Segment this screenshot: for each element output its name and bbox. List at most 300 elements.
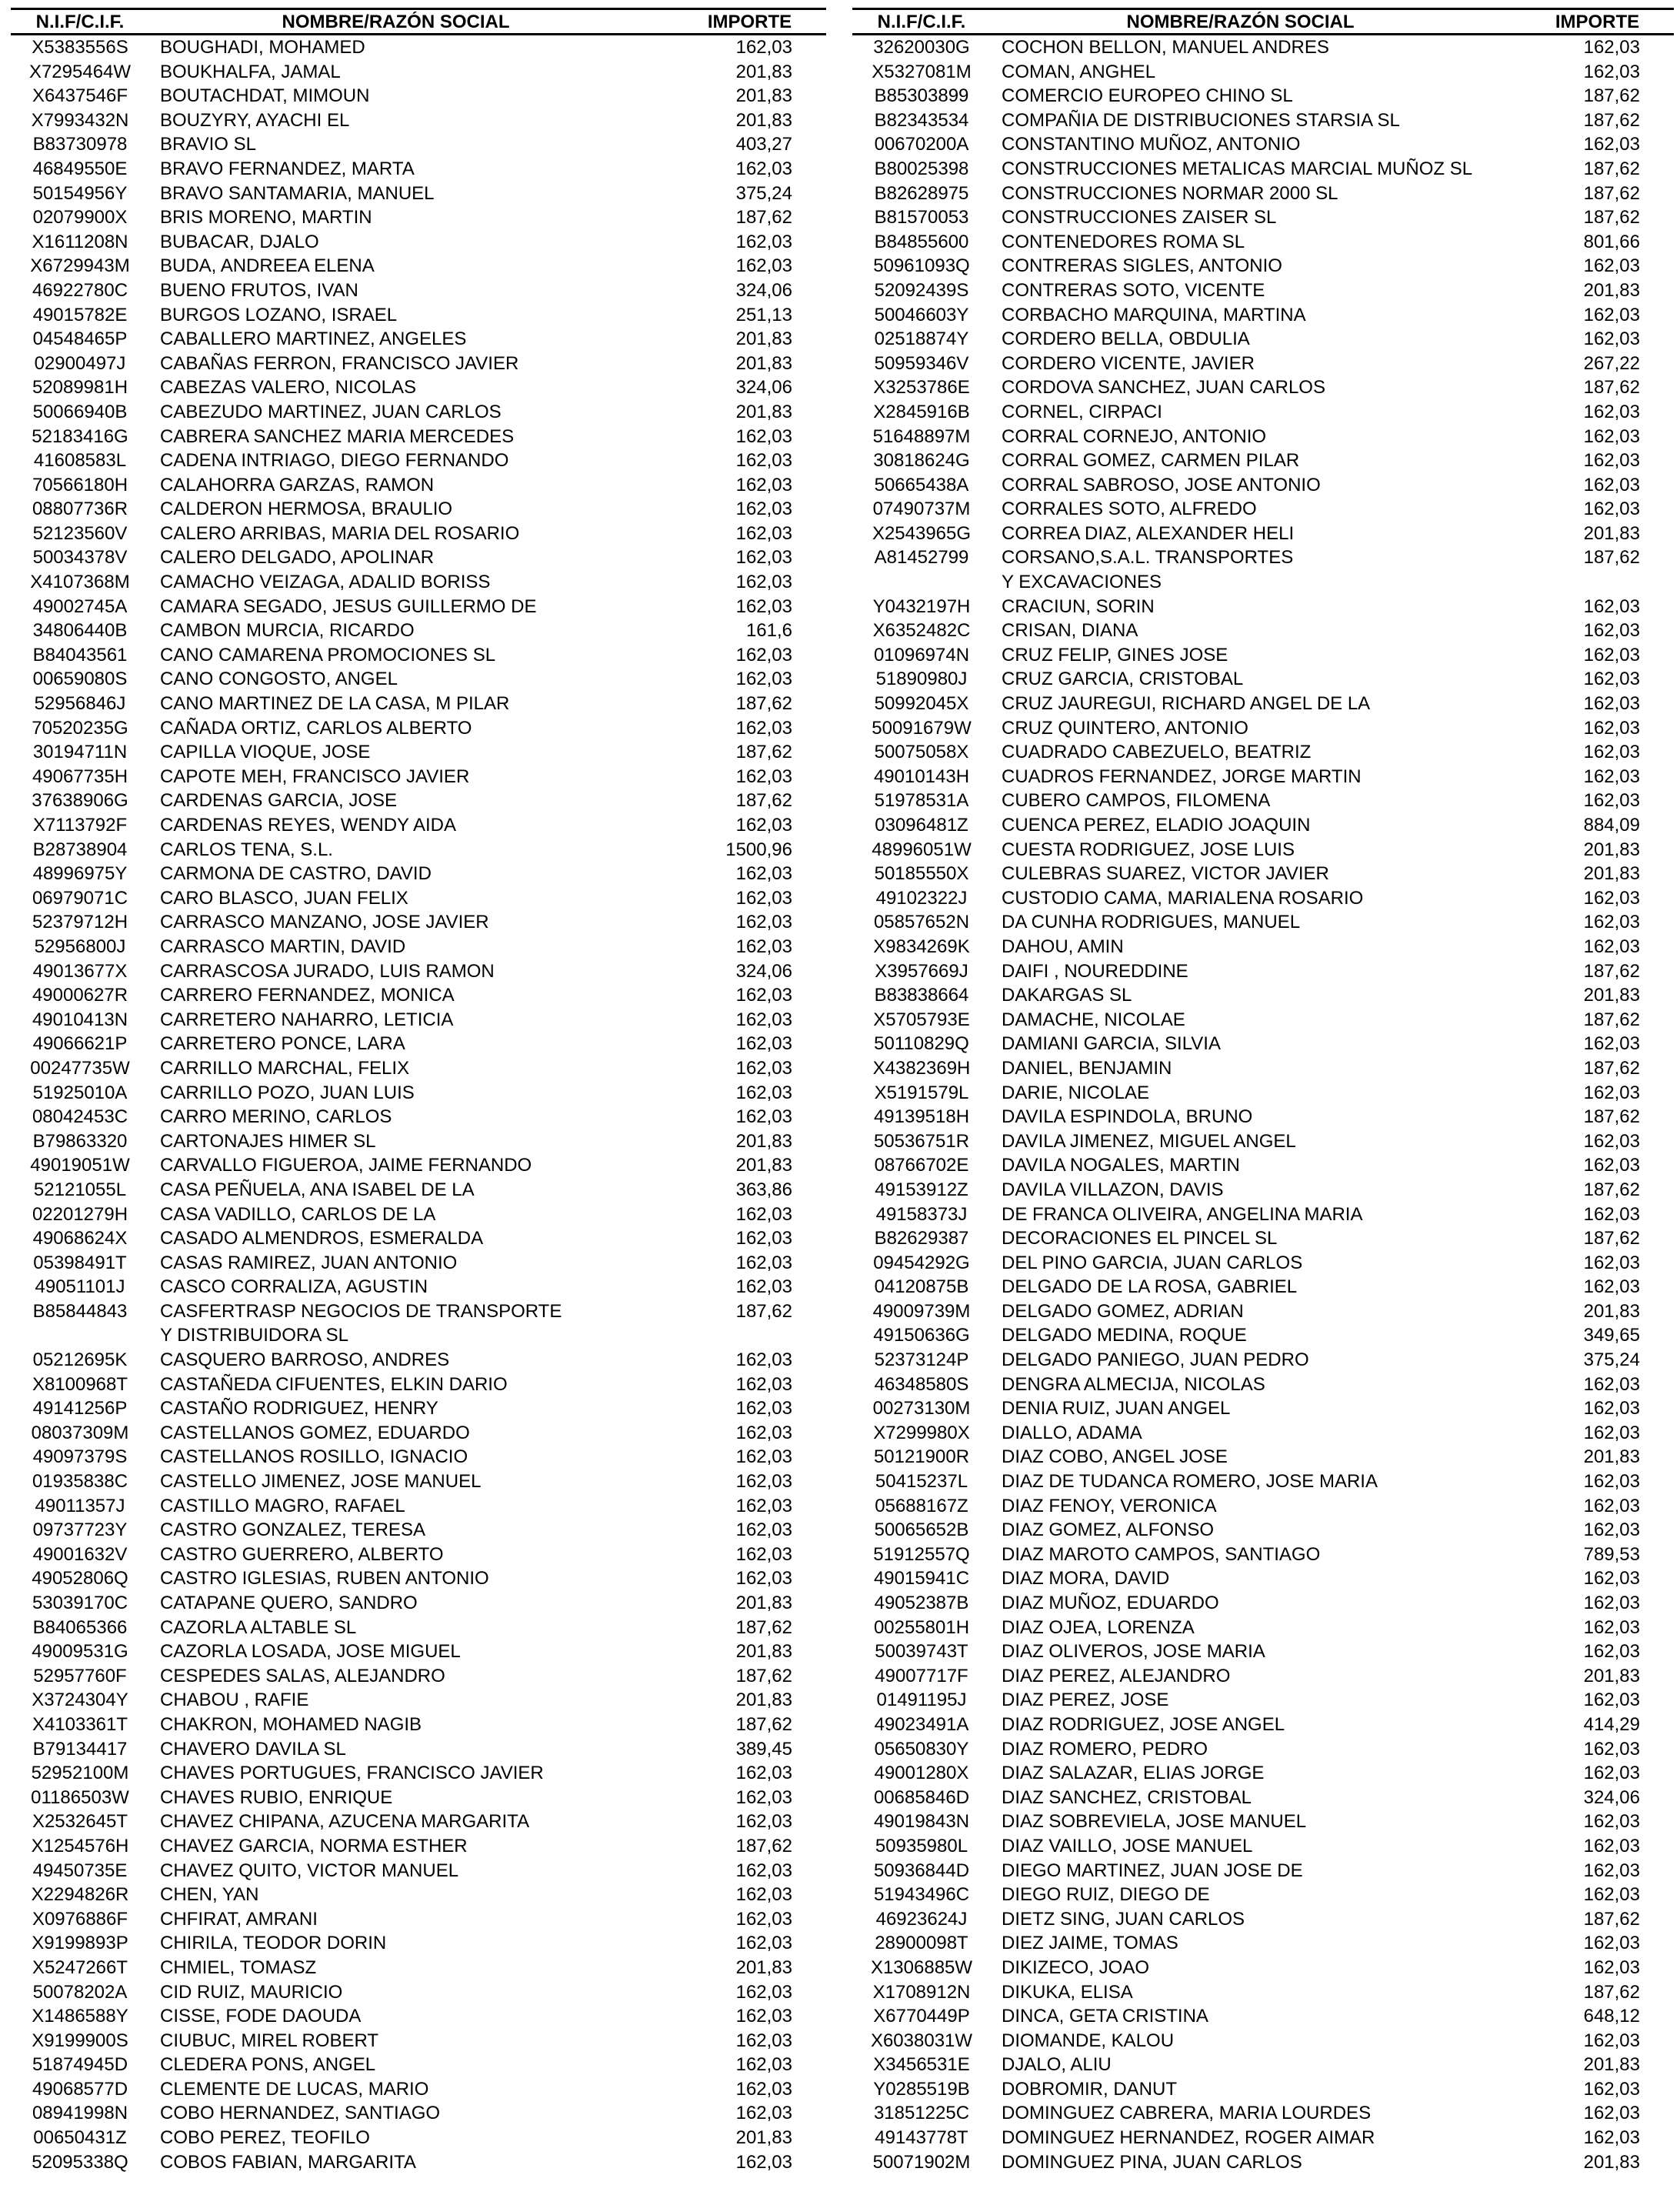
row-name: DIAZ FENOY, VERONICA [1002,1495,1217,1516]
table-row [852,1834,1674,1859]
row-nif: 01186503W [31,1786,129,1808]
row-name: CHIRILA, TEODOR DORIN [160,1933,387,1954]
row-amount: 251,13 [735,304,792,325]
row-nif: 49010413N [32,1009,128,1030]
header-amount: IMPORTE [1555,12,1640,32]
table-row [11,1348,826,1373]
table-row [11,1469,826,1494]
table-row [852,1056,1674,1081]
row-name: CONTRERAS SOTO, VICENTE [1002,279,1265,301]
row-name: BOUZYRY, AYACHI EL [160,109,350,131]
row-name: CORDOVA SANCHEZ, JUAN CARLOS [1002,377,1325,399]
row-name: CARDENAS GARCIA, JOSE [160,790,398,812]
row-name: DANIEL, BENJAMIN [1002,1057,1172,1079]
row-nif: 50185550X [874,863,969,885]
row-name: CORSANO,S.A.L. TRANSPORTES Y EXCAVACIONES [1002,547,1294,593]
table-row [11,1688,826,1713]
row-amount: 201,83 [1583,1300,1640,1322]
row-amount: 187,62 [1583,377,1640,399]
row-amount: 162,03 [1583,1082,1640,1103]
table-row [852,1566,1674,1591]
row-nif: 52956846J [34,693,126,715]
table-row [852,886,1674,911]
row-name: CARRILLO MARCHAL, FELIX [160,1057,410,1079]
row-nif: 08037309M [31,1422,129,1443]
row-name: CONSTRUCCIONES ZAISER SL [1002,207,1277,229]
row-amount: 162,03 [735,450,792,472]
table-row [11,182,826,206]
row-nif: 00685846D [873,1786,970,1808]
row-amount: 162,03 [1583,1519,1640,1541]
table-row [11,1275,826,1299]
row-name: DIAZ RODRIGUEZ, JOSE ANGEL [1002,1713,1285,1735]
row-amount: 162,03 [1583,2030,1640,2051]
table-row [11,886,826,911]
row-amount: 187,62 [1583,547,1640,569]
row-amount: 187,62 [735,1835,792,1856]
row-amount: 187,62 [1583,1009,1640,1030]
row-amount: 162,03 [1583,1933,1640,1954]
row-amount: 162,03 [735,158,792,179]
row-nif: 49051101J [35,1276,125,1298]
row-amount: 162,03 [1583,1738,1640,1760]
row-nif: 50091679W [872,717,972,739]
table-row [11,1129,826,1154]
row-name: CALDERON HERMOSA, BRAULIO [160,499,453,520]
row-nif: 49015941C [873,1568,970,1590]
row-amount: 162,03 [1583,595,1640,617]
row-amount: 162,03 [735,1471,792,1493]
row-amount: 187,62 [735,742,792,763]
row-amount: 162,03 [1583,1956,1640,1978]
table-row [852,740,1674,765]
row-amount: 162,03 [735,1519,792,1541]
row-name: CHFIRAT, AMRANI [160,1908,318,1930]
table-row [852,303,1674,328]
table-row [11,2101,826,2126]
row-nif: 50078202A [32,1981,128,2003]
table-row [852,1664,1674,1689]
row-nif: 50046603Y [874,304,969,325]
table-row [852,643,1674,668]
table-row [852,959,1674,984]
header-amount: IMPORTE [707,12,792,32]
row-amount: 414,29 [1583,1713,1640,1735]
row-name: CANO CAMARENA PROMOCIONES SL [160,644,496,666]
row-name: CORRALES SOTO, ALFREDO [1002,499,1257,520]
table-row [11,1931,826,1956]
row-nif: 02900497J [34,352,126,374]
table-row [11,2053,826,2077]
table-row [11,84,826,108]
table-row [852,157,1674,182]
row-nif: 49068577D [32,2078,128,2100]
row-name: CASA PEÑUELA, ANA ISABEL DE LA [160,1179,475,1200]
row-amount: 187,62 [1583,158,1640,179]
table-row [11,667,826,692]
table-row [852,1373,1674,1397]
table-row [11,1591,826,1616]
row-nif: B85844843 [32,1300,128,1322]
row-nif: 05398491T [33,1252,127,1273]
row-name: CABEZUDO MARTINEZ, JUAN CARLOS [160,401,502,422]
row-name: CAMARA SEGADO, JESUS GUILLERMO DE [160,595,537,617]
row-name: CABAÑAS FERRON, FRANCISCO JAVIER [160,352,519,374]
row-amount: 187,62 [735,790,792,812]
row-amount: 162,03 [735,572,792,593]
row-amount: 162,03 [735,2078,792,2100]
row-amount: 187,62 [1583,1228,1640,1249]
row-amount: 162,03 [735,985,792,1006]
row-nif: B80025398 [874,158,969,179]
row-amount: 162,03 [735,1543,792,1565]
row-nif: 50536751R [873,1130,970,1152]
row-amount: 162,03 [735,231,792,252]
table-row [852,1713,1674,1737]
table-row [11,1373,826,1397]
table-row [852,2029,1674,2053]
row-nif: 08941998N [32,2103,128,2124]
row-nif: X5383556S [32,37,128,58]
row-nif: 49141256P [32,1398,128,1419]
row-amount: 162,03 [735,425,792,447]
row-name: CONSTRUCCIONES NORMAR 2000 SL [1002,182,1338,204]
table-row [852,910,1674,935]
row-amount: 162,03 [1583,1033,1640,1055]
table-row [852,449,1674,473]
row-nif: X8100968T [32,1373,128,1395]
row-nif: 49023491A [874,1713,969,1735]
row-nif: X3456531E [873,2054,970,2076]
row-name: DARIE, NICOLAE [1002,1082,1150,1103]
row-name: DIAZ SOBREVIELA, JOSE MANUEL [1002,1811,1307,1833]
row-name: COBO PEREZ, TEOFILO [160,2127,370,2149]
row-amount: 162,03 [735,1933,792,1954]
row-name: DELGADO MEDINA, ROQUE [1002,1325,1247,1346]
row-nif: 50110829Q [874,1033,969,1055]
row-nif: 06979071C [32,887,128,909]
row-nif: X3724304Y [32,1690,128,1711]
row-amount: 187,62 [1583,109,1640,131]
row-name: DIAZ GOMEZ, ALFONSO [1002,1519,1215,1541]
row-amount: 187,62 [1583,85,1640,107]
row-amount: 201,83 [735,61,792,82]
row-nif: 52373124P [874,1349,969,1371]
row-amount: 162,03 [1583,1495,1640,1516]
row-name: DAHOU, AMIN [1002,936,1124,957]
row-nif: 49002745A [32,595,128,617]
row-nif: X1486588Y [32,2006,128,2027]
table-row [11,1980,826,2005]
row-name: DIEZ JAIME, TOMAS [1002,1933,1178,1954]
left-column-table [11,8,826,2174]
row-name: COMPAÑIA DE DISTRIBUCIONES STARSIA SL [1002,109,1400,131]
row-nif: X7113792F [32,815,128,836]
row-amount: 187,62 [1583,1106,1640,1128]
row-amount: 162,03 [735,1981,792,2003]
row-amount: 267,22 [1583,352,1640,374]
row-nif: 51912557Q [873,1543,970,1565]
row-nif: B84065366 [32,1616,128,1638]
row-nif: 05857652N [873,912,970,933]
row-nif: 34806440B [32,620,128,642]
table-row [852,327,1674,352]
table-row [852,1445,1674,1469]
row-amount: 201,83 [1583,985,1640,1006]
row-amount: 201,83 [735,1690,792,1711]
table-row [852,1956,1674,1980]
table-row [852,1688,1674,1713]
row-amount: 162,03 [1583,1276,1640,1298]
table-header [11,8,826,35]
row-amount: 162,03 [1583,742,1640,763]
row-nif: 00650431Z [33,2127,127,2149]
right-rows [852,35,1674,2174]
row-name: DECORACIONES EL PINCEL SL [1002,1228,1278,1249]
row-name: CARRERO FERNANDEZ, MONICA [160,985,455,1006]
row-nif: 50992045X [874,693,969,715]
row-nif: X1708912N [872,1981,971,2003]
table-row [852,1032,1674,1056]
table-row [852,545,1674,594]
row-nif: B79134417 [32,1738,128,1760]
row-name: DAIFI , NOUREDDINE [1002,960,1188,982]
row-name: DIOMANDE, KALOU [1002,2030,1175,2051]
row-amount: 162,03 [1583,912,1640,933]
row-nif: X3253786E [873,377,970,399]
table-row [11,619,826,643]
table-row [852,1421,1674,1446]
row-name: DAVILA ESPINDOLA, BRUNO [1002,1106,1253,1128]
row-amount: 324,06 [735,279,792,301]
row-name: DENGRA ALMECIJA, NICOLAS [1002,1373,1265,1395]
row-name: CARRASCO MARTIN, DAVID [160,936,406,957]
row-nif: B82343534 [874,109,969,131]
row-nif: 04120875B [874,1276,969,1298]
row-name: CESPEDES SALAS, ALEJANDRO [160,1665,445,1686]
row-name: CONSTANTINO MUÑOZ, ANTONIO [1002,134,1301,155]
row-nif: 49102322J [875,887,968,909]
row-nif: 50121900R [873,1446,970,1468]
row-name: BURGOS LOZANO, ISRAEL [160,304,398,325]
row-amount: 162,03 [735,1057,792,1079]
row-name: CABALLERO MARTINEZ, ANGELES [160,329,467,350]
row-name: CORDERO VICENTE, JAVIER [1002,352,1255,374]
row-name: DEL PINO GARCIA, JUAN CARLOS [1002,1252,1303,1273]
table-row [852,1008,1674,1032]
row-amount: 389,45 [735,1738,792,1760]
row-nif: X2294826R [31,1884,129,1906]
table-row [11,1494,826,1519]
table-row [852,1129,1674,1154]
row-name: CHAVERO DAVILA SL [160,1738,346,1760]
row-nif: X4382369H [872,1057,971,1079]
table-row [11,1761,826,1786]
table-row [11,1251,826,1276]
row-amount: 162,03 [1583,1593,1640,1613]
table-row [11,2029,826,2053]
row-nif: 00659080S [32,669,128,690]
row-amount: 162,03 [735,2030,792,2051]
table-row [11,2126,826,2150]
row-nif: X5247266T [32,1956,128,1978]
row-name: CALERO ARRIBAS, MARIA DEL ROSARIO [160,522,520,544]
row-amount: 162,03 [1583,2127,1640,2149]
row-nif: 52956800J [34,936,126,957]
table-row [852,425,1674,449]
row-amount: 187,62 [1583,182,1640,204]
row-amount: 162,03 [735,1082,792,1103]
row-name: CARRETERO NAHARRO, LETICIA [160,1009,454,1030]
row-amount: 162,03 [1583,1811,1640,1833]
row-amount: 162,03 [1583,134,1640,155]
row-amount: 201,83 [735,85,792,107]
row-name: CATAPANE QUERO, SANDRO [160,1593,418,1613]
row-nif: 52092439S [874,279,969,301]
table-row [852,1081,1674,1106]
row-amount: 162,03 [1583,1568,1640,1590]
row-name: CUBERO CAMPOS, FILOMENA [1002,790,1271,812]
table-row [852,1226,1674,1251]
row-nif: X5191579L [874,1082,969,1103]
row-amount: 162,03 [1583,2078,1640,2100]
row-nif: X4103361T [32,1713,128,1735]
table-row [11,1956,826,1980]
row-amount: 162,03 [735,1106,792,1128]
row-amount: 162,03 [735,1033,792,1055]
row-name: CRUZ FELIP, GINES JOSE [1002,644,1228,666]
row-nif: 48996975Y [32,863,128,885]
row-nif: 49009739M [872,1300,971,1322]
row-name: DIETZ SING, JUAN CARLOS [1002,1908,1245,1930]
row-amount: 162,03 [735,1763,792,1784]
row-nif: 49011357J [35,1495,125,1516]
table-row [11,935,826,959]
table-row [11,2077,826,2102]
table-row [11,1834,826,1859]
row-amount: 162,03 [735,936,792,957]
row-name: CASQUERO BARROSO, ANDRES [160,1349,450,1371]
row-name: DAKARGAS SL [1002,985,1132,1006]
row-name: DINCA, GETA CRISTINA [1002,2006,1208,2027]
row-name: DIEGO MARTINEZ, JUAN JOSE DE [1002,1860,1303,1881]
table-row [852,182,1674,206]
row-nif: 49019051W [30,1155,130,1176]
row-name: CARRETERO PONCE, LARA [160,1033,405,1055]
row-amount: 162,03 [1583,717,1640,739]
row-nif: 49097379S [32,1446,128,1468]
row-amount: 201,83 [735,1155,792,1176]
row-nif: X7295464W [28,61,132,82]
row-nif: 09737723Y [32,1519,128,1541]
row-amount: 201,83 [735,1593,792,1613]
row-name: CARO BLASCO, JUAN FELIX [160,887,408,909]
row-name: DAMACHE, NICOLAE [1002,1009,1185,1030]
table-row [11,1153,826,1178]
row-amount: 162,03 [735,815,792,836]
table-row [852,2150,1674,2175]
row-name: CASTELLANOS ROSILLO, IGNACIO [160,1446,468,1468]
row-name: DIALLO, ADAMA [1002,1422,1142,1443]
table-row [11,1616,826,1640]
table-row [11,789,826,813]
row-nif: X0976886F [32,1908,128,1930]
row-name: CRUZ QUINTERO, ANTONIO [1002,717,1248,739]
row-nif: X6770449P [873,2006,970,2027]
row-name: CID RUIZ, MAURICIO [160,1981,343,2003]
table-row [11,643,826,668]
row-nif: 46348580S [874,1373,969,1395]
row-nif: B81570053 [874,207,969,229]
row-nif: 50154956Y [32,182,128,204]
row-name: CASCO CORRALIZA, AGUSTIN [160,1276,428,1298]
header-name: NOMBRE/RAZÓN SOCIAL [282,12,510,32]
header-name: NOMBRE/RAZÓN SOCIAL [1126,12,1355,32]
table-row [852,1396,1674,1421]
table-row [852,1616,1674,1640]
row-name: DAVILA JIMENEZ, MIGUEL ANGEL [1002,1130,1296,1152]
row-nif: B83838664 [874,985,969,1006]
row-name: CASTRO GONZALEZ, TERESA [160,1519,425,1541]
row-amount: 162,03 [735,1811,792,1833]
row-name: CHAVES PORTUGUES, FRANCISCO JAVIER [160,1763,544,1784]
row-nif: 52095338Q [32,2151,128,2173]
row-nif: X1254576H [31,1835,129,1856]
table-row [11,1226,826,1251]
row-name: BRAVO SANTAMARIA, MANUEL [160,182,435,204]
row-amount: 162,03 [735,1349,792,1371]
row-nif: 03096481Z [875,815,968,836]
table-row [852,375,1674,400]
row-amount: 201,83 [1583,839,1640,860]
row-nif: 46922780C [32,279,128,301]
row-name: CUESTA RODRIGUEZ, JOSE LUIS [1002,839,1295,860]
row-name: DOBROMIR, DANUT [1002,2078,1177,2100]
row-amount: 162,03 [735,766,792,787]
row-nif: B84855600 [874,231,969,252]
row-amount: 162,03 [735,37,792,58]
row-name: CASTELLANOS GOMEZ, EDUARDO [160,1422,470,1443]
row-amount: 884,09 [1583,815,1640,836]
row-nif: 50936844D [873,1860,970,1881]
row-name: DOMINGUEZ PINA, JUAN CARLOS [1002,2151,1302,2173]
row-name: CUADROS FERNANDEZ, JORGE MARTIN [1002,766,1362,787]
table-row [11,1713,826,1737]
row-amount: 162,03 [735,1373,792,1395]
row-nif: X9834269K [873,936,970,957]
row-name: CASTELLO JIMENEZ, JOSE MANUEL [160,1471,482,1493]
row-amount: 162,03 [1583,37,1640,58]
table-row [11,279,826,303]
table-row [852,1786,1674,1810]
row-amount: 162,03 [1583,401,1640,422]
row-amount: 187,62 [735,1665,792,1686]
row-name: CANO MARTINEZ DE LA CASA, M PILAR [160,693,510,715]
row-nif: 00247735W [30,1057,130,1079]
row-nif: 49068624X [32,1228,128,1249]
row-name: BUENO FRUTOS, IVAN [160,279,358,301]
table-row [852,473,1674,498]
row-amount: 162,03 [1583,255,1640,277]
row-nif: X1611208N [32,231,128,252]
table-row [11,862,826,886]
table-row [852,595,1674,619]
row-amount: 187,62 [735,1300,792,1322]
row-amount: 187,62 [735,693,792,715]
table-row [852,1810,1674,1834]
row-amount: 162,03 [1583,425,1640,447]
row-name: CORRAL CORNEJO, ANTONIO [1002,425,1267,447]
